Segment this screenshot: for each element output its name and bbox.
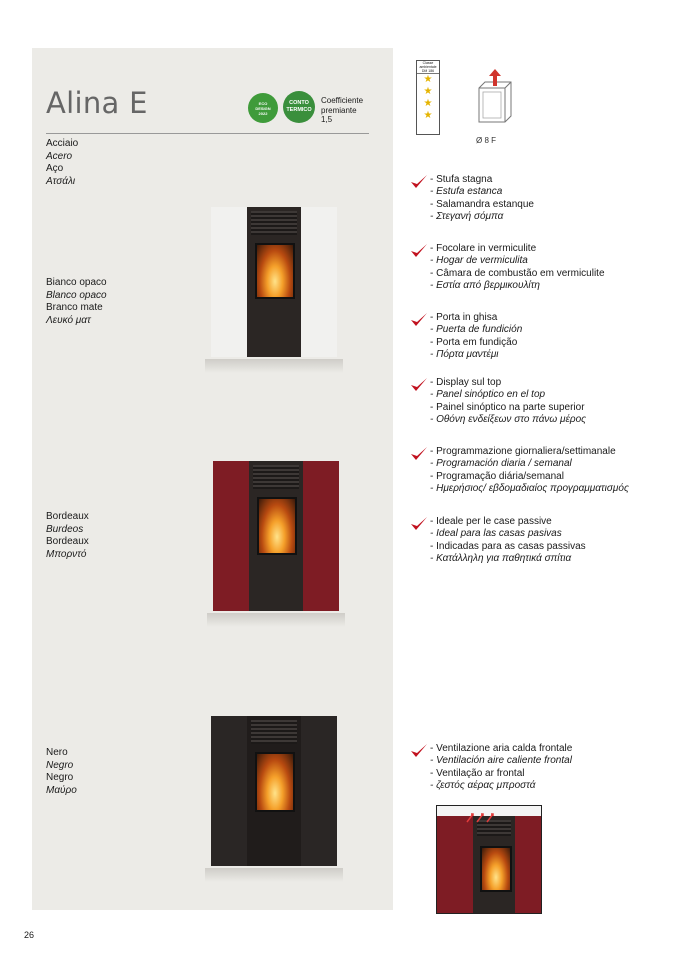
front-ventilation-photo	[436, 805, 542, 914]
star-icon: ★	[423, 98, 433, 109]
flue-diameter-label: Ø 8 F	[476, 136, 497, 145]
product-title: Alina E	[46, 86, 148, 120]
feature-passive-houses: - Ideale per le case passive - Ideal para las casas pasivas - Indicadas para as casas passivas - Κατάλληλη για παθητικά σπίτια	[410, 516, 586, 566]
check-icon	[410, 174, 428, 190]
check-icon	[410, 743, 428, 759]
star-icon: ★	[423, 74, 433, 85]
check-icon	[410, 312, 428, 328]
check-icon	[410, 516, 428, 532]
check-icon	[410, 377, 428, 393]
stove-image-bordeaux	[213, 461, 339, 611]
star-icon: ★	[423, 110, 433, 121]
title-divider	[46, 133, 369, 134]
color-label-bordeaux: Bordeaux Burdeos Bordeaux Μπορντό	[46, 511, 89, 560]
feature-sealed-stove: - Stufa stagna - Estufa estanca - Salamandra estanque - Στεγανή σόμπα	[410, 174, 534, 224]
feature-front-ventilation: - Ventilazione aria calda frontale - Ventilación aire caliente frontal - Ventilação ar frontal - ζεστός αέρας μπροστά	[410, 743, 572, 793]
star-icon: ★	[423, 86, 433, 97]
feature-top-display: - Display sul top - Panel sinóptico en el top - Painel sinóptico na parte superior - Οθόνη ενδείξεων στο πάνω μέρος	[410, 377, 586, 427]
feature-programming: - Programmazione giornaliera/settimanale - Programación diaria / semanal - Programação diária/semanal - Ημερήσιος/ εβδομαδιαίος προγραμματισμός	[410, 446, 629, 496]
coefficient-text: Coefficiente premiante 1,5	[321, 96, 364, 124]
color-label-black: Nero Negro Negro Μαύρο	[46, 747, 77, 796]
rating-stars	[417, 74, 439, 122]
feature-vermiculite-hearth: - Focolare in vermiculite - Hogar de vermiculita - Câmara de combustão em vermiculite - Εστία από βερμικουλίτη	[410, 243, 605, 293]
color-label-white: Bianco opaco Blanco opaco Branco mate Λευκό ματ	[46, 277, 107, 326]
page-number: 26	[24, 930, 35, 940]
check-icon	[410, 446, 428, 462]
environmental-class-label: Classe ambientale DM 186 ★ ★ ★ ★	[416, 60, 440, 135]
conto-termico-badge: CONTO TERMICO	[283, 91, 315, 123]
stove-image-black	[211, 716, 337, 866]
check-icon	[410, 243, 428, 259]
eco-design-badge: ECO DESIGN 2022	[248, 93, 278, 123]
airflow-arrows-icon	[463, 810, 503, 826]
stove-image-white	[211, 207, 337, 357]
feature-cast-iron-door: - Porta in ghisa - Puerta de fundición - Porta em fundição - Πόρτα μαντέμι	[410, 312, 522, 362]
color-label-steel: Acciaio Acero Aço Ατσάλι	[46, 138, 79, 187]
